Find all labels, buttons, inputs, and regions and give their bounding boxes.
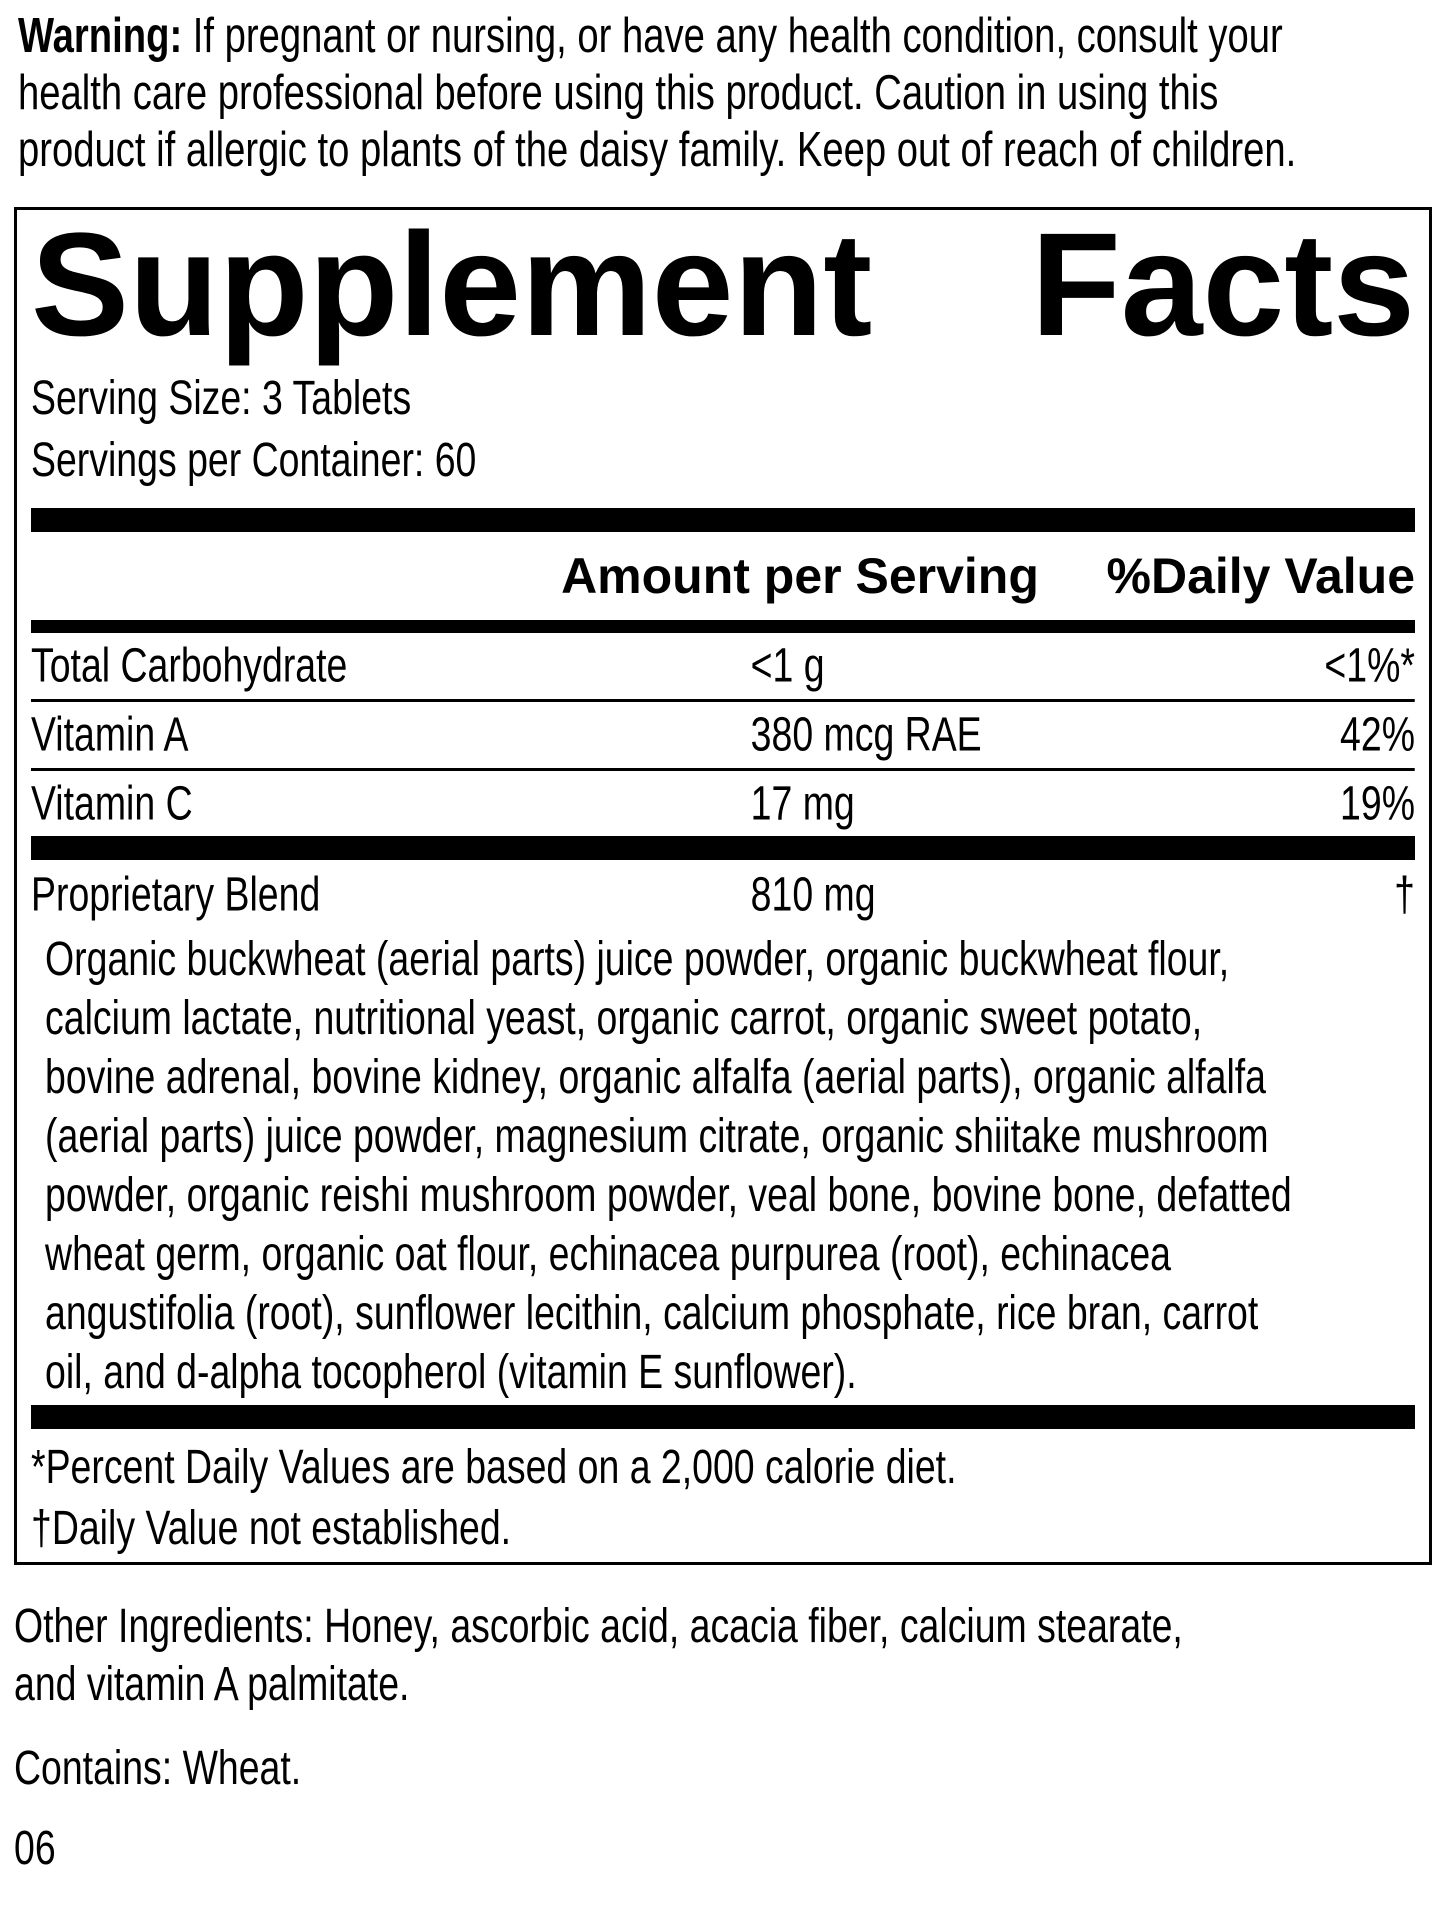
nutrient-amount: <1 g <box>750 639 825 693</box>
nutrient-amount: 17 mg <box>750 777 855 830</box>
table-row-total-carbohydrate <box>31 633 1415 702</box>
divider-bar-blend <box>31 836 1415 860</box>
nutrient-name: Vitamin A <box>31 708 189 762</box>
blend-description-line: oil, and d-alpha tocopherol (vitamin E sunflower). <box>45 1346 857 1399</box>
other-ingredients-line: Other Ingredients: Honey, ascorbic acid, acacia fiber, calcium stearate, <box>14 1600 1183 1653</box>
proprietary-blend-description <box>31 930 1415 1402</box>
nutrient-amount: 380 mcg RAE <box>750 708 982 762</box>
contains-statement: Contains: Wheat. <box>14 1742 302 1795</box>
title-word-supplement: Supplement <box>31 203 873 367</box>
supplement-facts-title <box>31 203 1415 368</box>
blend-description-line: calcium lactate, nutritional yeast, organic carrot, organic sweet potato, <box>45 992 1203 1045</box>
nutrient-name: Total Carbohydrate <box>31 639 348 693</box>
supplement-facts-panel <box>14 203 1432 1565</box>
blend-description-line: (aerial parts) juice powder, magnesium citrate, organic shiitake mushroom <box>45 1110 1269 1163</box>
blend-amount: 810 mg <box>750 868 876 922</box>
blend-description-line: bovine adrenal, bovine kidney, organic alfalfa (aerial parts), organic alfalfa <box>45 1051 1267 1104</box>
footnotes <box>31 1437 1415 1559</box>
nutrient-name: Vitamin C <box>31 777 193 830</box>
divider-bar-footnotes <box>31 1405 1415 1429</box>
divider-bar-header <box>31 620 1415 633</box>
column-header-daily-value: %Daily Value <box>1106 548 1415 604</box>
blend-description-line: powder, organic reishi mushroom powder, veal bone, bovine bone, defatted <box>45 1169 1292 1222</box>
blend-daily-value-dagger: † <box>1394 868 1415 922</box>
table-row-vitamin-c <box>31 771 1415 836</box>
table-header-row <box>31 532 1415 620</box>
blend-description-line: wheat germ, organic oat flour, echinacea purpurea (root), echinacea <box>45 1228 1171 1281</box>
serving-size: Serving Size: 3 Tablets <box>31 372 412 425</box>
label-footer <box>14 1598 1431 1878</box>
warning-line <box>18 8 1445 65</box>
blend-name: Proprietary Blend <box>31 868 321 922</box>
nutrient-daily-value: 42% <box>1340 708 1415 762</box>
footnote-daily-value-not-established: †Daily Value not established. <box>31 1502 512 1555</box>
column-header-amount: Amount per Serving <box>561 548 1039 604</box>
nutrient-daily-value: <1%* <box>1324 639 1415 693</box>
warning-line: health care professional before using this product. Caution in using this <box>18 66 1219 120</box>
divider-bar-top <box>31 508 1415 532</box>
table-row-vitamin-a <box>31 702 1415 771</box>
footnote-percent-daily-values: *Percent Daily Values are based on a 2,000 calorie diet. <box>31 1441 957 1494</box>
warning-text: If pregnant or nursing, or have any health condition, consult your <box>192 9 1283 63</box>
title-word-facts: Facts <box>1030 203 1415 367</box>
nutrient-daily-value: 19% <box>1340 777 1415 830</box>
warning-line: product if allergic to plants of the daisy family. Keep out of reach of children. <box>18 123 1297 177</box>
servings-per-container: Servings per Container: 60 <box>31 434 477 487</box>
warning-label: Warning: <box>18 9 183 63</box>
blend-description-line: angustifolia (root), sunflower lecithin, calcium phosphate, rice bran, carrot <box>45 1287 1259 1340</box>
other-ingredients-line: and vitamin A palmitate. <box>14 1658 410 1711</box>
table-row-proprietary-blend <box>31 860 1415 930</box>
blend-description-line: Organic buckwheat (aerial parts) juice powder, organic buckwheat flour, <box>45 933 1230 986</box>
warning-paragraph <box>18 8 1445 179</box>
page-code: 06 <box>14 1822 56 1875</box>
